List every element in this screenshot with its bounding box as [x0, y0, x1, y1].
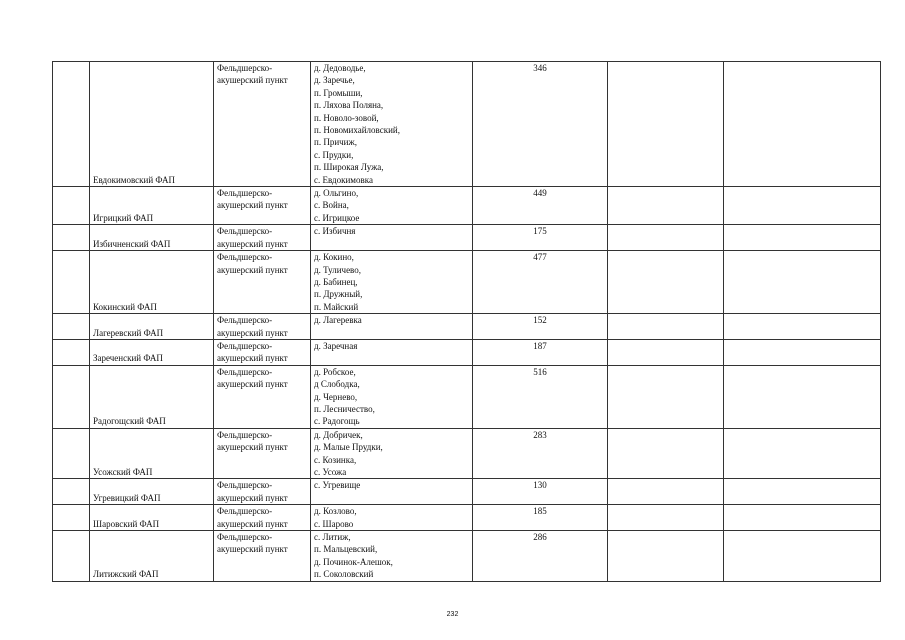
table-row — [53, 225, 881, 251]
facility-type-cell: Фельдшерско- акушерский пункт — [214, 314, 311, 340]
row-index-cell — [53, 479, 90, 505]
fap-name-cell: Игрицкий ФАП — [90, 187, 214, 225]
facility-type-cell: Фельдшерско- акушерский пункт — [214, 365, 311, 428]
population-cell: 185 — [473, 505, 608, 531]
table-row — [53, 428, 881, 479]
population-cell: 187 — [473, 339, 608, 365]
empty-cell — [724, 62, 881, 187]
row-index-cell — [53, 365, 90, 428]
page-number: 232 — [446, 611, 459, 618]
fap-name-cell: Кокинский ФАП — [90, 251, 214, 314]
empty-cell — [608, 187, 724, 225]
fap-name-cell: Литижский ФАП — [90, 531, 214, 582]
fap-name-cell: Зареченский ФАП — [90, 339, 214, 365]
empty-cell — [724, 505, 881, 531]
fap-name-cell: Усожский ФАП — [90, 428, 214, 479]
fap-name-cell: Шаровский ФАП — [90, 505, 214, 531]
empty-cell — [724, 251, 881, 314]
fap-table — [52, 61, 881, 582]
empty-cell — [724, 365, 881, 428]
facility-type-cell: Фельдшерско- акушерский пункт — [214, 187, 311, 225]
settlements-cell: д. Козлово, с. Шарово — [311, 505, 473, 531]
empty-cell — [608, 365, 724, 428]
settlements-cell: д. Кокино, д. Туличево, д. Бабинец, п. Дружный, п. Майский — [311, 251, 473, 314]
empty-cell — [608, 62, 724, 187]
population-cell: 516 — [473, 365, 608, 428]
table-row — [53, 365, 881, 428]
facility-type-cell: Фельдшерско- акушерский пункт — [214, 225, 311, 251]
empty-cell — [724, 428, 881, 479]
facility-type-cell: Фельдшерско- акушерский пункт — [214, 339, 311, 365]
facility-type-cell: Фельдшерско- акушерский пункт — [214, 479, 311, 505]
empty-cell — [724, 314, 881, 340]
row-index-cell — [53, 339, 90, 365]
population-cell: 286 — [473, 531, 608, 582]
settlements-cell: с. Избичня — [311, 225, 473, 251]
population-cell: 346 — [473, 62, 608, 187]
table-row — [53, 479, 881, 505]
settlements-cell: д. Робское, д Слободка, д. Чернево, п. Лесничество, с. Радогощь — [311, 365, 473, 428]
row-index-cell — [53, 428, 90, 479]
row-index-cell — [53, 314, 90, 340]
settlements-cell: д. Ольгино, с. Война, с. Игрицкое — [311, 187, 473, 225]
settlements-cell: д. Заречная — [311, 339, 473, 365]
empty-cell — [724, 225, 881, 251]
fap-name-cell: Лагеревский ФАП — [90, 314, 214, 340]
population-cell: 130 — [473, 479, 608, 505]
empty-cell — [608, 314, 724, 340]
row-index-cell — [53, 505, 90, 531]
population-cell: 283 — [473, 428, 608, 479]
population-cell: 477 — [473, 251, 608, 314]
population-cell: 152 — [473, 314, 608, 340]
facility-type-cell: Фельдшерско- акушерский пункт — [214, 62, 311, 187]
empty-cell — [608, 251, 724, 314]
table-row — [53, 531, 881, 582]
settlements-cell: д. Лагеревка — [311, 314, 473, 340]
table-row — [53, 187, 881, 225]
empty-cell — [608, 479, 724, 505]
row-index-cell — [53, 225, 90, 251]
row-index-cell — [53, 62, 90, 187]
facility-type-cell: Фельдшерско- акушерский пункт — [214, 505, 311, 531]
empty-cell — [608, 339, 724, 365]
settlements-cell: д. Добричек, д. Малые Прудки, с. Козинка, с. Усожа — [311, 428, 473, 479]
empty-cell — [724, 187, 881, 225]
population-cell: 449 — [473, 187, 608, 225]
fap-name-cell: Евдокимовский ФАП — [90, 62, 214, 187]
facility-type-cell: Фельдшерско- акушерский пункт — [214, 428, 311, 479]
empty-cell — [724, 479, 881, 505]
row-index-cell — [53, 531, 90, 582]
settlements-cell: д. Дедоводье, д. Заречье, п. Громыши, п. Ляхова Поляна, п. Новоло-зовой, п. Новомихайловский, п. Причиж, с. Прудки, п. Широкая Лужа, с. Евдокимовка — [311, 62, 473, 187]
empty-cell — [608, 531, 724, 582]
facility-type-cell: Фельдшерско- акушерский пункт — [214, 251, 311, 314]
fap-name-cell: Избичненский ФАП — [90, 225, 214, 251]
facility-type-cell: Фельдшерско- акушерский пункт — [214, 531, 311, 582]
fap-table-body — [53, 62, 881, 582]
empty-cell — [608, 428, 724, 479]
row-index-cell — [53, 251, 90, 314]
fap-name-cell: Угревицкий ФАП — [90, 479, 214, 505]
settlements-cell: с. Угревище — [311, 479, 473, 505]
population-cell: 175 — [473, 225, 608, 251]
empty-cell — [608, 225, 724, 251]
empty-cell — [608, 505, 724, 531]
empty-cell — [724, 339, 881, 365]
fap-name-cell: Радогощский ФАП — [90, 365, 214, 428]
table-row — [53, 314, 881, 340]
row-index-cell — [53, 187, 90, 225]
table-row — [53, 339, 881, 365]
empty-cell — [724, 531, 881, 582]
table-row — [53, 62, 881, 187]
settlements-cell: с. Литиж, п. Мальцевский, д. Починок-Алешок, п. Соколовский — [311, 531, 473, 582]
table-row — [53, 251, 881, 314]
table-row — [53, 505, 881, 531]
